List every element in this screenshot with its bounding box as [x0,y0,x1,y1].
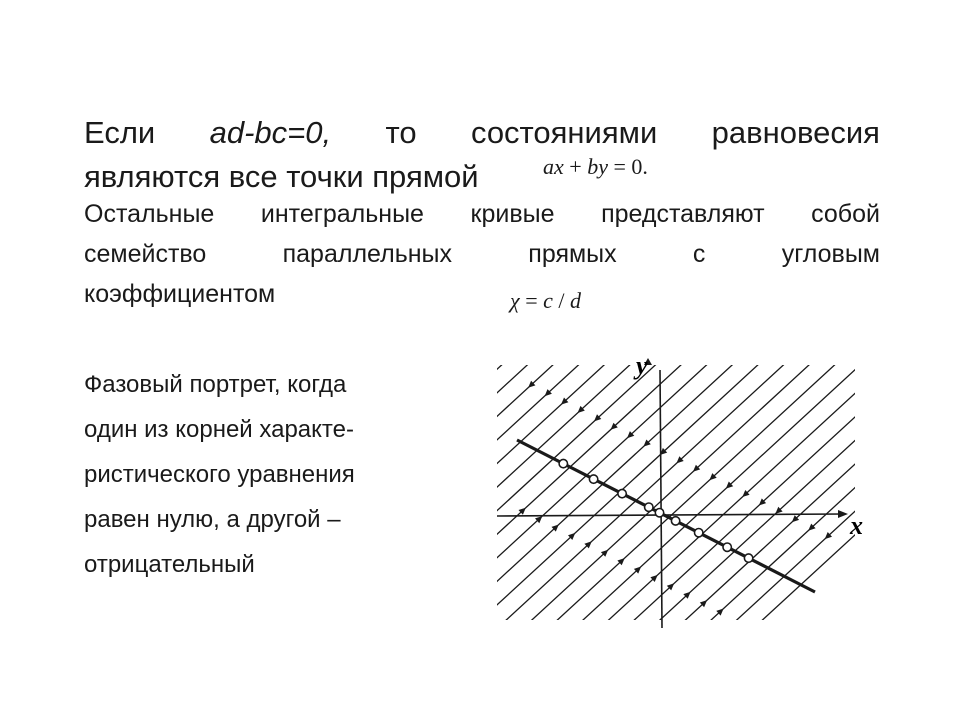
formula-chi: χ [510,288,520,313]
caption-line-1: Фазовый портрет, когда [84,371,347,398]
formula-d: d [570,288,581,313]
word-to: то [385,115,417,150]
caption-line-3: ристического уравнения [84,461,355,488]
equilibrium-point [589,475,597,483]
equilibrium-point [695,529,703,537]
y-axis [660,370,662,628]
formula-plus: + [563,154,588,179]
equilibrium-point [559,459,567,467]
curves-line-1: Остальные интегральные кривые представляют собой [84,200,880,228]
caption-line-5: отрицательный [84,551,255,578]
formula-slash: / [552,288,570,313]
trajectory-line [313,257,696,609]
caption-line-4: равен нулю, а другой – [84,506,341,533]
trajectory-line [263,232,646,584]
formula-term-by: by [587,154,608,179]
curves-line-2: семейство параллельных прямых с угловым [84,240,880,268]
trajectory-line [544,375,927,720]
equilibrium-point [655,509,663,517]
word-ravnovesiya: равновесия [711,115,880,150]
formula-equals-zero: = 0. [607,154,648,179]
word-esli: Если [84,115,156,150]
caption-line-2: один из корней характе- [84,416,354,443]
statement-line-2: являются все точки прямой [84,159,479,194]
word-sostoyaniyami: состояниями [470,115,658,150]
equilibrium-point [723,543,731,551]
trajectory-line [560,384,943,720]
equilibrium-point [618,489,626,497]
formula-equals: = [519,288,544,313]
trajectory-line [296,249,679,601]
trajectory-line [280,241,663,593]
x-axis-arrowhead [838,510,848,518]
condition-ad-bc: ad-bc=0, [209,115,332,150]
y-axis-label: y [636,351,648,380]
equilibrium-point [645,503,653,511]
formula-c: c [543,288,553,313]
x-axis-label: x [850,511,863,540]
formula-term-ax: ax [543,154,564,179]
x-axis [497,514,845,516]
equilibrium-point [671,517,679,525]
curves-line-3: коэффициентом [84,280,276,308]
trajectory-lines [263,232,960,720]
trajectory-line [576,392,959,720]
equilibrium-point [744,554,752,562]
direction-arrows [519,381,833,616]
